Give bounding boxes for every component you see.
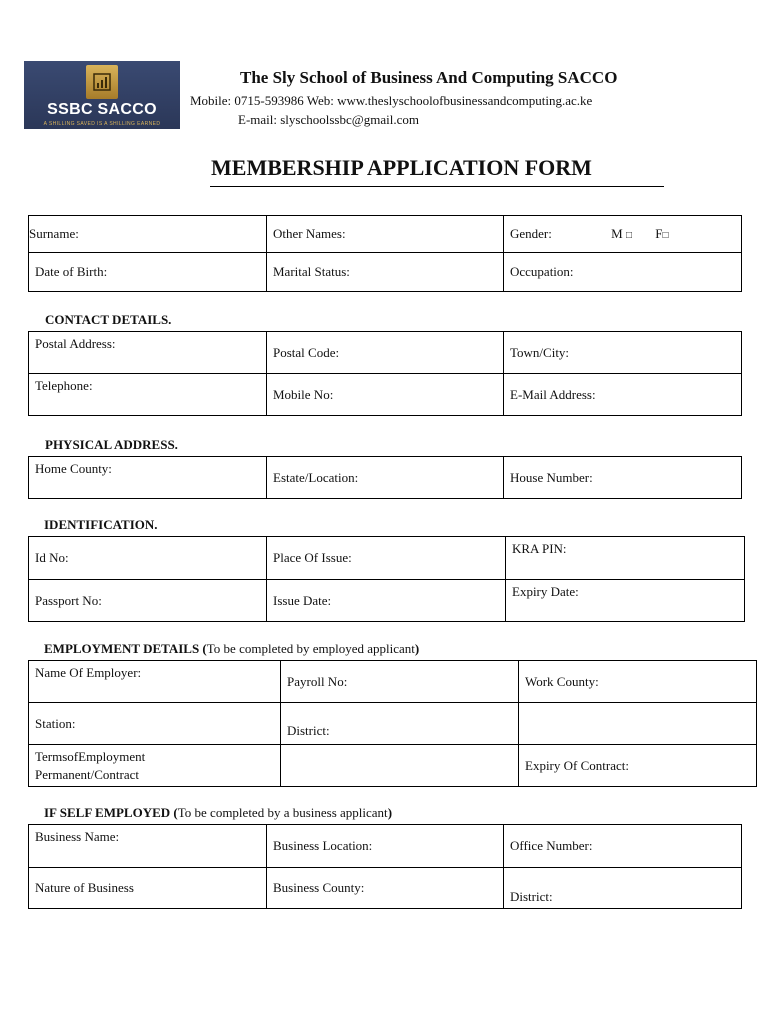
email-address-field[interactable]: [504, 374, 742, 416]
organization-name: The Sly School of Business And Computing SACCO: [240, 68, 618, 87]
self-employed-district-label: District:: [510, 889, 553, 904]
gender-female-option[interactable]: [655, 226, 668, 242]
empty-field[interactable]: [519, 703, 757, 745]
postal-address-field[interactable]: [29, 332, 267, 374]
house-number-field[interactable]: [504, 457, 742, 499]
payroll-no-field[interactable]: [281, 661, 519, 703]
district-field[interactable]: [281, 703, 519, 745]
kra-pin-label: KRA PIN:: [512, 541, 567, 556]
business-county-field[interactable]: [267, 868, 504, 909]
work-county-label: Work County:: [525, 673, 599, 689]
expiry-date-label: Expiry Date:: [512, 584, 579, 599]
gender-female-label: F: [655, 226, 663, 241]
checkbox-icon: □: [662, 230, 669, 241]
self-employed-heading-text: IF SELF EMPLOYED (: [44, 805, 178, 820]
expiry-of-contract-label: Expiry Of Contract:: [525, 757, 629, 773]
dob-label: Date of Birth:: [35, 264, 108, 279]
identification-table: [28, 536, 745, 622]
email-line: E-mail: slyschoolssbc@gmail.com: [238, 112, 419, 127]
sacco-logo: [24, 61, 180, 129]
employment-heading-close: ): [414, 641, 420, 656]
marital-status-label: Marital Status:: [273, 264, 350, 279]
coin-chart-icon: [86, 65, 118, 99]
physical-address-heading: PHYSICAL ADDRESS.: [45, 437, 178, 452]
postal-code-label: Postal Code:: [273, 344, 340, 360]
passport-no-label: Passport No:: [35, 592, 102, 608]
surname-label: Surname:: [29, 226, 79, 241]
id-no-field[interactable]: [29, 537, 267, 580]
office-number-label: Office Number:: [510, 838, 593, 853]
marital-status-field[interactable]: [267, 253, 504, 292]
telephone-label: Telephone:: [35, 378, 93, 393]
terms-line1-label: TermsofEmployment: [35, 748, 146, 764]
form-title: MEMBERSHIP APPLICATION FORM: [211, 155, 592, 180]
physical-address-table: [28, 456, 742, 499]
self-employed-table: [28, 824, 742, 909]
mobile-no-label: Mobile No:: [273, 386, 334, 402]
payroll-no-label: Payroll No:: [287, 673, 348, 689]
home-county-field[interactable]: [29, 457, 267, 499]
issue-date-label: Issue Date:: [273, 592, 332, 608]
id-no-label: Id No:: [35, 550, 69, 565]
issue-date-field[interactable]: [267, 580, 506, 622]
telephone-field[interactable]: [29, 374, 267, 416]
self-employed-district-field[interactable]: [504, 868, 742, 909]
self-employed-heading-close: ): [387, 805, 393, 820]
place-of-issue-label: Place Of Issue:: [273, 550, 352, 565]
postal-code-field[interactable]: [267, 332, 504, 374]
mobile-no-field[interactable]: [267, 374, 504, 416]
business-name-field[interactable]: [29, 825, 267, 868]
district-label: District:: [287, 722, 330, 738]
title-underline: [210, 186, 664, 187]
logo-text: SSBC SACCO: [47, 101, 157, 118]
business-county-label: Business County:: [273, 880, 365, 895]
self-employed-heading: [44, 805, 392, 821]
nature-of-business-label: Nature of Business: [35, 880, 134, 895]
gender-male-label: M: [611, 226, 623, 241]
station-label: Station:: [35, 715, 76, 731]
office-number-field[interactable]: [504, 825, 742, 868]
name-of-employer-field[interactable]: [29, 661, 281, 703]
gender-male-option[interactable]: [611, 226, 632, 242]
business-name-label: Business Name:: [35, 829, 120, 844]
employment-details-heading: [44, 641, 419, 657]
other-names-label: Other Names:: [273, 226, 346, 241]
occupation-field[interactable]: [504, 253, 742, 292]
dob-field[interactable]: [29, 253, 267, 292]
place-of-issue-field[interactable]: [267, 537, 506, 580]
town-city-field[interactable]: [504, 332, 742, 374]
self-employed-heading-note: To be completed by a business applicant: [177, 805, 388, 820]
other-names-field[interactable]: [267, 216, 504, 253]
expiry-date-field[interactable]: [506, 580, 745, 622]
name-of-employer-label: Name Of Employer:: [35, 665, 142, 680]
gender-label: Gender:: [510, 226, 552, 241]
terms-line2-label: Permanent/Contract: [35, 766, 139, 782]
business-location-field[interactable]: [267, 825, 504, 868]
kra-pin-field[interactable]: [506, 537, 745, 580]
passport-no-field[interactable]: [29, 580, 267, 622]
station-field[interactable]: [29, 703, 281, 745]
gender-field: [504, 216, 742, 253]
terms-value-field[interactable]: [281, 745, 519, 787]
nature-of-business-field[interactable]: [29, 868, 267, 909]
checkbox-icon: □: [625, 230, 632, 241]
surname-field[interactable]: [29, 216, 267, 253]
expiry-of-contract-field[interactable]: [519, 745, 757, 787]
contact-line: Mobile: 0715-593986 Web: www.theslyschoolofbusinessandcomputing.ac.ke: [190, 93, 593, 108]
logo-tagline: A SHILLING SAVED IS A SHILLING EARNED: [43, 121, 161, 127]
home-county-label: Home County:: [35, 461, 112, 476]
house-number-label: House Number:: [510, 469, 593, 485]
identification-heading: IDENTIFICATION.: [44, 517, 158, 532]
postal-address-label: Postal Address:: [35, 336, 116, 351]
estate-location-label: Estate/Location:: [273, 469, 359, 485]
work-county-field[interactable]: [519, 661, 757, 703]
contact-details-heading: CONTACT DETAILS.: [45, 312, 172, 327]
employment-details-table: [28, 660, 757, 787]
employment-heading-text: EMPLOYMENT DETAILS (: [44, 641, 207, 656]
business-location-label: Business Location:: [273, 838, 373, 853]
email-address-label: E-Mail Address:: [510, 386, 596, 402]
estate-location-field[interactable]: [267, 457, 504, 499]
employment-heading-note: To be completed by employed applicant: [206, 641, 415, 656]
terms-of-employment-field[interactable]: [29, 745, 281, 787]
personal-details-table: [28, 215, 742, 292]
occupation-label: Occupation:: [510, 264, 574, 279]
town-city-label: Town/City:: [510, 344, 570, 360]
contact-details-table: [28, 331, 742, 416]
